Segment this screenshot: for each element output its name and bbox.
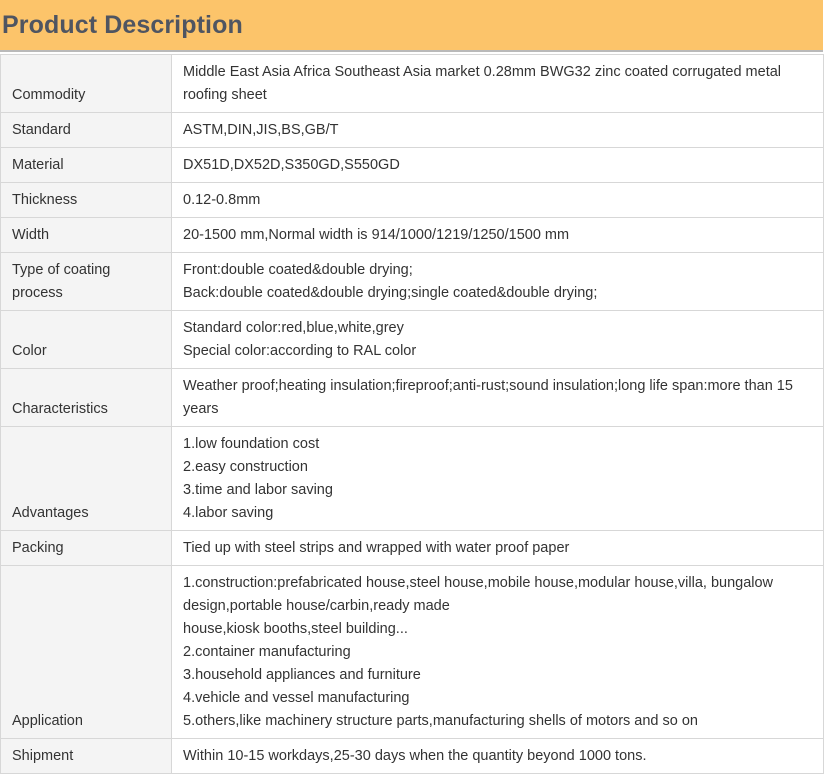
row-value <box>172 427 824 531</box>
value-line: 20-1500 mm,Normal width is 914/1000/1219/1250/1500 mm <box>183 227 570 243</box>
row-value <box>172 739 824 774</box>
row-value <box>172 369 824 427</box>
row-value <box>172 55 824 113</box>
value-line: 1.low foundation cost <box>183 436 320 452</box>
row-value <box>172 113 824 148</box>
table-row <box>1 253 824 311</box>
row-label: Material <box>1 148 172 183</box>
value-line: 0.12-0.8mm <box>183 192 261 208</box>
value-line: Tied up with steel strips and wrapped with water proof paper <box>183 540 570 556</box>
table-row <box>1 739 824 774</box>
row-label: Packing <box>1 531 172 566</box>
row-value <box>172 183 824 218</box>
product-spec-table <box>0 54 824 774</box>
value-line: Weather proof;heating insulation;fireproof;anti-rust;sound insulation;long life span:more than 15 years <box>183 378 793 417</box>
section-header <box>0 0 823 52</box>
table-row <box>1 113 824 148</box>
row-label: Shipment <box>1 739 172 774</box>
row-value <box>172 566 824 739</box>
value-line: 5.others,like machinery structure parts,manufacturing shells of motors and so on <box>183 713 698 729</box>
row-label: Thickness <box>1 183 172 218</box>
row-label: Width <box>1 218 172 253</box>
value-line: Special color:according to RAL color <box>183 343 417 359</box>
table-row <box>1 183 824 218</box>
spec-table-body <box>1 55 824 774</box>
value-line: 2.container manufacturing <box>183 644 351 660</box>
table-row <box>1 531 824 566</box>
value-line: Middle East Asia Africa Southeast Asia market 0.28mm BWG32 zinc coated corrugated metal roofing sheet <box>183 64 782 103</box>
row-value <box>172 148 824 183</box>
value-line: house,kiosk booths,steel building... <box>183 621 408 637</box>
row-value <box>172 531 824 566</box>
row-label: Color <box>1 311 172 369</box>
row-label: Application <box>1 566 172 739</box>
row-value <box>172 218 824 253</box>
table-row <box>1 55 824 113</box>
table-row <box>1 148 824 183</box>
value-line: Standard color:red,blue,white,grey <box>183 320 404 336</box>
value-line: 4.vehicle and vessel manufacturing <box>183 690 410 706</box>
value-line: Front:double coated&double drying; <box>183 262 413 278</box>
row-value <box>172 253 824 311</box>
row-value <box>172 311 824 369</box>
row-label: Characteristics <box>1 369 172 427</box>
table-row <box>1 311 824 369</box>
value-line: Back:double coated&double drying;single coated&double drying; <box>183 285 598 301</box>
value-line: ASTM,DIN,JIS,BS,GB/T <box>183 122 339 138</box>
value-line: 3.household appliances and furniture <box>183 667 421 683</box>
table-row <box>1 369 824 427</box>
value-line: 4.labor saving <box>183 505 274 521</box>
row-label: Commodity <box>1 55 172 113</box>
table-row <box>1 427 824 531</box>
value-line: 2.easy construction <box>183 459 308 475</box>
row-label: Advantages <box>1 427 172 531</box>
row-label: Standard <box>1 113 172 148</box>
value-line: Within 10-15 workdays,25-30 days when the quantity beyond 1000 tons. <box>183 748 647 764</box>
table-row <box>1 566 824 739</box>
value-line: DX51D,DX52D,S350GD,S550GD <box>183 157 400 173</box>
value-line: 3.time and labor saving <box>183 482 333 498</box>
row-label: Type of coating process <box>1 253 172 311</box>
page-title: Product Description <box>2 10 243 39</box>
value-line: 1.construction:prefabricated house,steel house,mobile house,modular house,villa, bungalow design,portable house/carbin,ready made <box>183 575 774 614</box>
table-row <box>1 218 824 253</box>
